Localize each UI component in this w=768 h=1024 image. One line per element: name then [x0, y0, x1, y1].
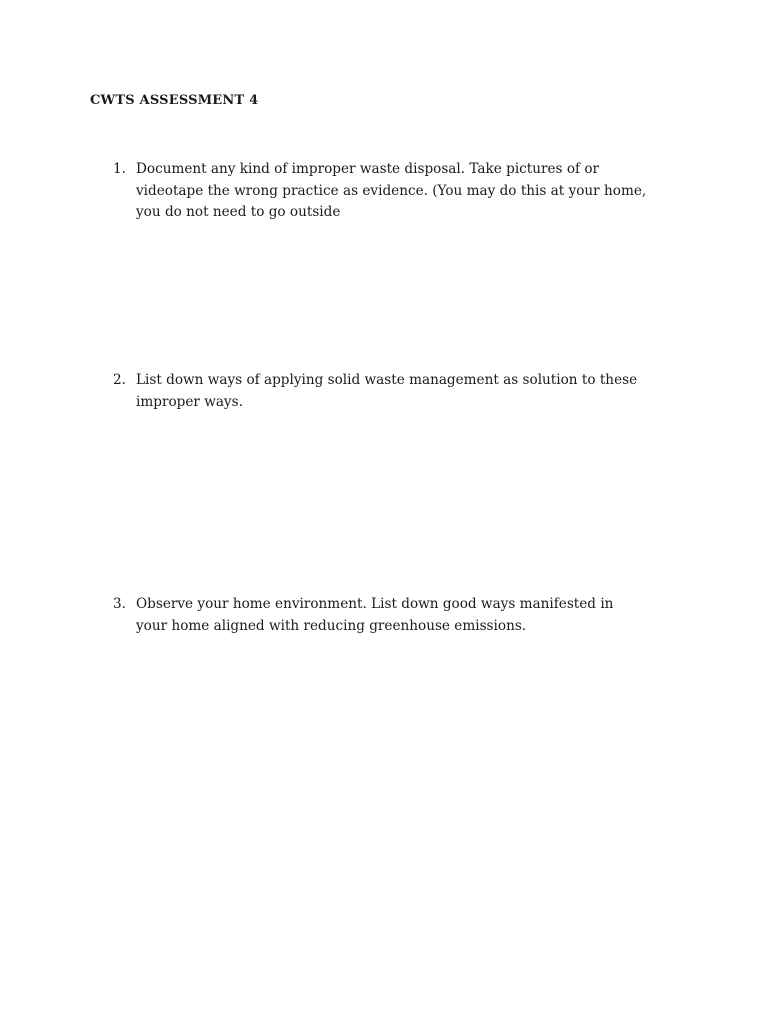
question-text-line: Document any kind of improper waste disposal. Take pictures of or [136, 161, 600, 177]
question-text-line: you do not need to go outside [136, 204, 341, 220]
question-number: 3. [113, 596, 126, 612]
question-item-3 [113, 594, 693, 637]
question-item-1 [113, 159, 693, 224]
question-text-line: List down ways of applying solid waste management as solution to these [136, 372, 638, 388]
question-number: 2. [113, 372, 126, 388]
question-text [136, 159, 693, 224]
document-title: CWTS ASSESSMENT 4 [90, 93, 259, 108]
question-text-line: your home aligned with reducing greenhouse emissions. [136, 617, 527, 634]
question-number: 1. [113, 161, 126, 177]
question-item-2 [113, 370, 693, 413]
question-text-line: Observe your home environment. List down good ways manifested in [136, 596, 614, 612]
question-text [136, 594, 693, 637]
question-text-line: improper ways. [136, 393, 243, 410]
question-text-line: videotape the wrong practice as evidence. (You may do this at your home, [136, 182, 647, 199]
question-text [136, 370, 693, 413]
